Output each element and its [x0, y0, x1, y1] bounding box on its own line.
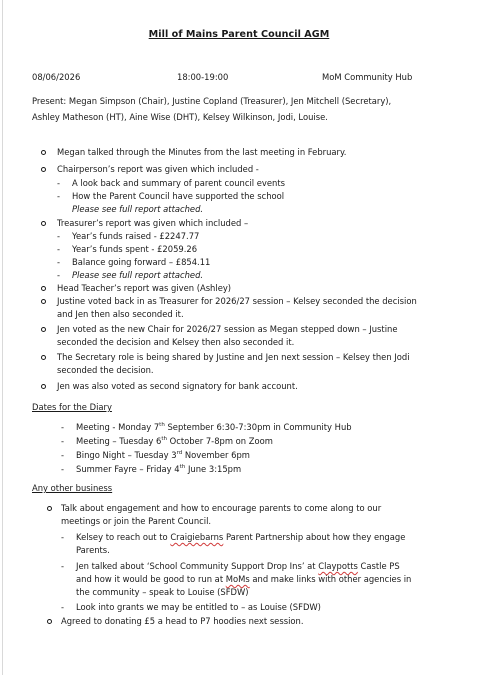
sub-item: Look into grants we may be entitled to – as Louise (SFDW)	[76, 602, 321, 612]
meeting-date: 08/06/2026	[32, 72, 81, 82]
list-bullet	[41, 221, 46, 226]
sub-item: A look back and summary of parent council events	[72, 178, 285, 188]
sub-item: Kelsey to reach out to Craigiebarns Parent Partnership about how they engage	[76, 532, 406, 542]
list-bullet	[41, 150, 46, 155]
dash-bullet: -	[61, 436, 65, 446]
sub-item: Balance going forward – £854.11	[72, 257, 211, 267]
dash-bullet: -	[57, 191, 61, 201]
sub-item: Year’s funds raised - £2247.77	[72, 231, 200, 241]
list-bullet	[41, 167, 46, 172]
attendees	[32, 93, 452, 125]
dash-bullet: -	[61, 422, 65, 432]
dash-bullet: -	[61, 464, 65, 474]
list-bullet	[41, 384, 46, 389]
dash-bullet: -	[57, 178, 61, 188]
report-note: Please see full report attached.	[72, 270, 204, 280]
list-item: Agreed to donating £5 a head to P7 hoodies next session.	[61, 616, 304, 626]
dash-bullet: -	[57, 231, 61, 241]
dash-bullet: -	[57, 270, 61, 280]
sub-item: Jen talked about ‘School Community Support Drop Ins’ at Claypotts Castle PS	[76, 561, 400, 571]
report-note: Please see full report attached.	[72, 204, 204, 214]
list-item: Megan talked through the Minutes from the last meeting in February.	[57, 147, 347, 157]
meeting-time: 18:00-19:00	[177, 72, 229, 82]
list-item: Treasurer’s report was given which included –	[57, 218, 249, 228]
diary-heading: Dates for the Diary	[32, 402, 112, 412]
dash-bullet: -	[57, 244, 61, 254]
list-bullet	[47, 506, 52, 511]
sub-item-continuation: the community – speak to Louise (SFDW)	[76, 587, 249, 597]
list-item: Talk about engagement and how to encourage parents to come along to our	[61, 503, 382, 513]
dash-bullet: -	[57, 257, 61, 267]
diary-event: Bingo Night – Tuesday 3rd November 6pm	[76, 450, 250, 460]
dash-bullet: -	[61, 450, 65, 460]
list-item: Justine voted back in as Treasurer for 2026/27 session – Kelsey seconded the decision	[57, 296, 417, 306]
attendees-line-1: Present: Megan Simpson (Chair), Justine Copland (Treasurer), Jen Mitchell (Secretary),	[32, 96, 392, 106]
sub-item-continuation: and how it would be good to run at MoMs and make links with other agencies in	[76, 574, 412, 584]
list-item: Jen was also voted as second signatory for bank account.	[57, 381, 298, 391]
list-bullet	[47, 619, 52, 624]
list-item-continuation: meetings or join the Parent Council.	[61, 516, 212, 526]
document-title: Mill of Mains Parent Council AGM	[148, 29, 330, 40]
sub-item: Year’s funds spent - £2059.26	[72, 244, 198, 254]
list-bullet	[41, 299, 46, 304]
diary-event: Meeting – Tuesday 6th October 7-8pm on Zoom	[76, 436, 273, 446]
sub-item-continuation: Parents.	[76, 545, 110, 555]
list-item-continuation: seconded the decision and Kelsey then also seconded it.	[57, 337, 295, 347]
list-item: The Secretary role is being shared by Justine and Jen next session – Kelsey then Jodi	[57, 352, 410, 362]
page-edge	[2, 0, 3, 675]
dash-bullet: -	[61, 602, 65, 612]
dash-bullet: -	[61, 561, 65, 571]
list-item: Head Teacher’s report was given (Ashley)	[57, 283, 232, 293]
meeting-venue: MoM Community Hub	[322, 72, 413, 82]
attendees-line-2: Ashley Matheson (HT), Aine Wise (DHT), Kelsey Wilkinson, Jodi, Louise.	[32, 112, 328, 122]
diary-event: Summer Fayre – Friday 4th June 3:15pm	[76, 464, 242, 474]
list-item: Chairperson’s report was given which included -	[57, 164, 259, 174]
list-bullet	[41, 286, 46, 291]
aob-heading: Any other business	[32, 483, 113, 493]
diary-event: Meeting - Monday 7th September 6:30-7:30pm in Community Hub	[76, 422, 352, 432]
sub-item: How the Parent Council have supported the school	[72, 191, 285, 201]
list-item: Jen voted as the new Chair for 2026/27 session as Megan stepped down – Justine	[57, 324, 398, 334]
list-item-continuation: and Jen then also seconded it.	[57, 309, 184, 319]
list-bullet	[41, 327, 46, 332]
dash-bullet: -	[61, 532, 65, 542]
list-bullet	[41, 355, 46, 360]
list-item-continuation: seconded the decision.	[57, 365, 154, 375]
